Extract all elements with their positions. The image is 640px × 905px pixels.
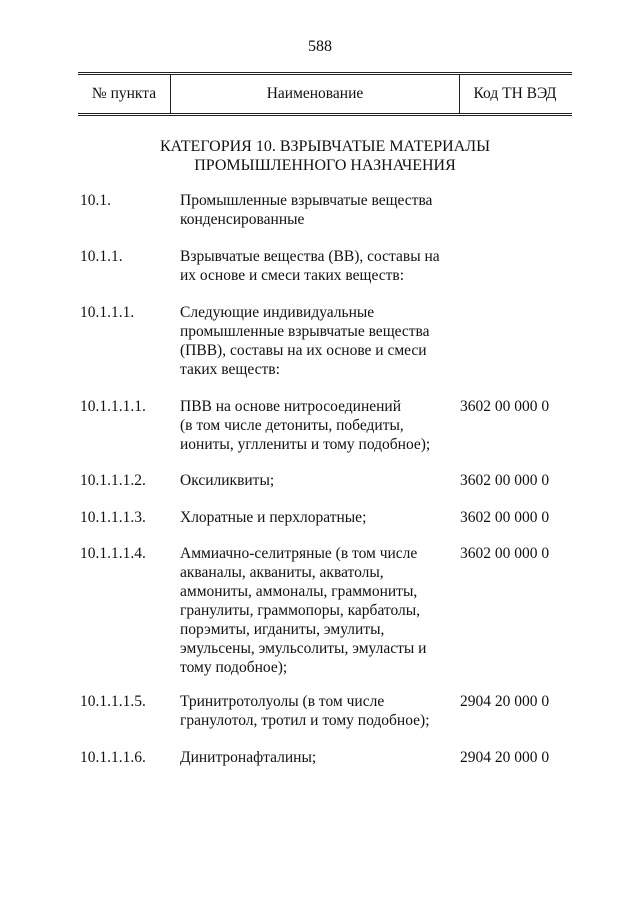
page-number: 588 — [308, 38, 332, 55]
item-number: 10.1. — [80, 192, 111, 209]
item-number: 10.1.1.1.6. — [80, 749, 146, 766]
item-name: Промышленные взрывчатые вещества конденсированные — [180, 192, 433, 228]
item-code: 3602 00 000 0 — [460, 398, 550, 415]
item-number: 10.1.1.1.3. — [80, 509, 146, 526]
item-name: Взрывчатые вещества (ВВ), составы на их основе и смеси таких веществ: — [180, 248, 440, 284]
item-code: 3602 00 000 0 — [460, 509, 550, 526]
column-header-number: № пункта — [91, 85, 157, 102]
item-number: 10.1.1.1.4. — [80, 545, 146, 562]
item-code: 2904 20 000 0 — [460, 749, 550, 766]
category-title — [80, 137, 570, 175]
item-number: 10.1.1.1.2. — [80, 472, 146, 489]
item-number: 10.1.1.1.5. — [80, 693, 146, 710]
item-code: 3602 00 000 0 — [460, 545, 550, 562]
item-number: 10.1.1.1. — [80, 304, 135, 321]
item-code: 3602 00 000 0 — [460, 472, 550, 489]
item-name: Динитронафталины; — [180, 749, 317, 766]
column-header-code: Код ТН ВЭД — [473, 85, 557, 102]
item-number: 10.1.1. — [80, 248, 123, 265]
item-code: 2904 20 000 0 — [460, 693, 550, 710]
category-title-line-1: КАТЕГОРИЯ 10. ВЗРЫВЧАТЫЕ МАТЕРИАЛЫ — [159, 138, 491, 155]
item-name: Тринитротолуолы (в том числе гранулотол, тротил и тому подобное); — [180, 693, 430, 729]
item-number: 10.1.1.1.1. — [80, 398, 146, 415]
column-header-name: Наименование — [170, 75, 460, 113]
item-name: Аммиачно-селитряные (в том числе акваналы, акваниты, акватолы, аммониты, аммоналы, граммониты, гранулиты, граммопоры, карбатолы, порэмиты, игданиты, эмулиты, эмульсены, эмульсолиты, эмуласты и тому подобное); — [180, 545, 427, 676]
item-name: Следующие индивидуальные промышленные взрывчатые вещества (ПВВ), составы на их основе и смеси таких веществ: — [180, 304, 430, 378]
item-name: Оксиликвиты; — [180, 472, 275, 489]
table-header — [78, 72, 572, 116]
item-name: Хлоратные и перхлоратные; — [180, 509, 367, 526]
item-name: ПВВ на основе нитросоединений (в том числе детониты, победиты, иониты, угллениты и тому подобное); — [180, 398, 431, 453]
category-title-line-2: ПРОМЫШЛЕННОГО НАЗНАЧЕНИЯ — [194, 157, 456, 174]
